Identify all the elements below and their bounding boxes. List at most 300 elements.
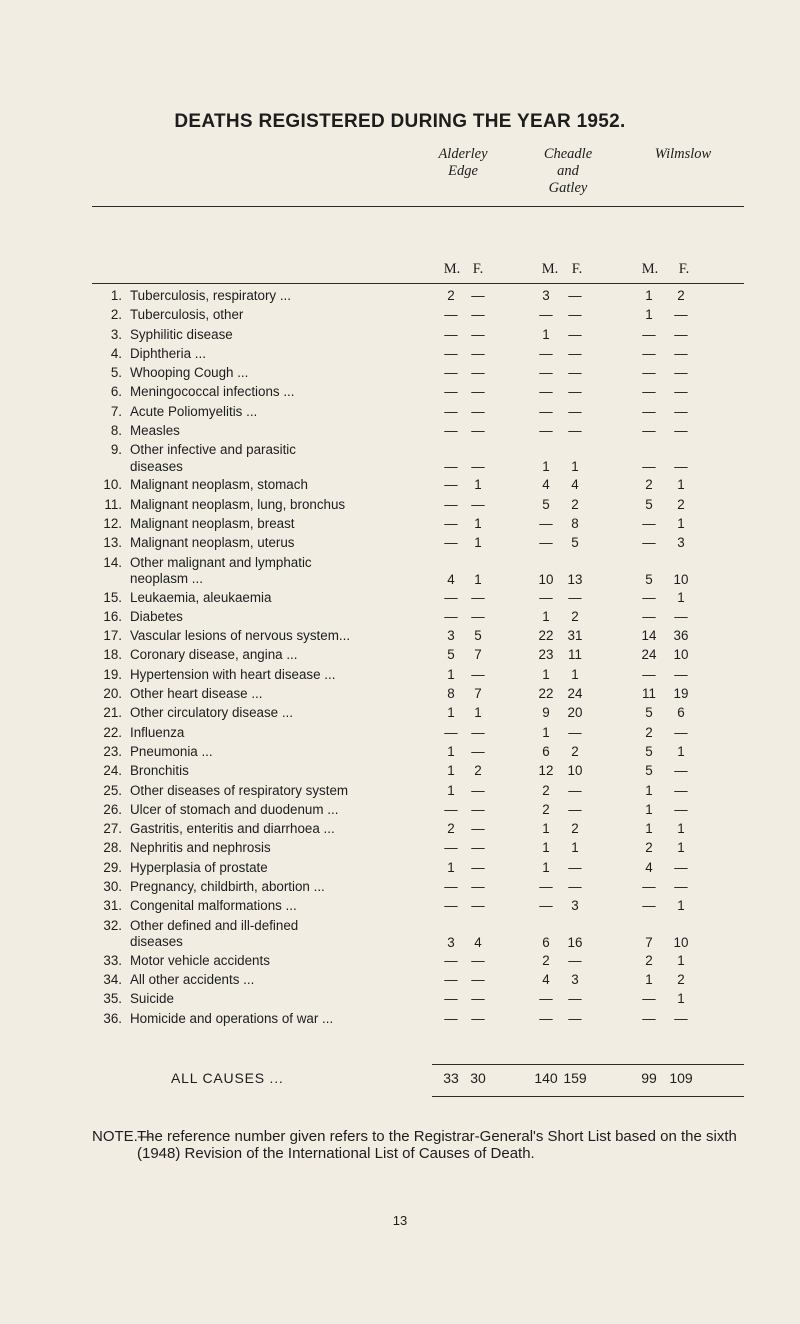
cause-label <box>130 555 416 589</box>
table-row <box>0 477 800 496</box>
table-row <box>0 953 800 972</box>
cell-value: — <box>444 515 458 531</box>
table-row <box>0 898 800 917</box>
cell-value: — <box>568 859 582 875</box>
cell-value: — <box>444 384 458 400</box>
cell-value: — <box>674 423 688 439</box>
cell-value: — <box>471 991 485 1007</box>
cell-value: 4 <box>645 859 653 875</box>
sex-header: F. <box>472 261 484 277</box>
cell-value: 2 <box>447 288 455 303</box>
cause-label <box>130 477 416 494</box>
cell-value: — <box>444 496 458 512</box>
cell-value: — <box>539 365 553 381</box>
row-number: 12. <box>103 515 122 531</box>
cause-label <box>130 307 416 324</box>
cause-label-line: All other accidents ... <box>130 971 255 987</box>
cause-label-line: Other defined and ill-defined <box>130 917 299 933</box>
sex-header: M. <box>641 261 659 277</box>
cell-value: 5 <box>571 535 579 551</box>
cell-value: 22 <box>538 686 554 702</box>
row-number: 35. <box>103 991 122 1007</box>
cell-value: 1 <box>474 571 482 587</box>
cell-value: — <box>539 423 553 439</box>
district-alderley-edge: Alderley Edge <box>438 146 488 179</box>
cell-value: 2 <box>542 782 550 798</box>
cause-label-line: Malignant neoplasm, breast <box>130 515 295 531</box>
table-row <box>0 1011 800 1030</box>
cell-value: 2 <box>571 821 579 837</box>
cause-label-line: Gastritis, enteritis and diarrhoea ... <box>130 821 335 837</box>
cell-value: 1 <box>474 477 482 493</box>
cell-value: — <box>642 326 656 342</box>
cell-value: 1 <box>677 589 685 605</box>
cell-value: 3 <box>447 628 455 644</box>
row-number: 10. <box>103 477 122 493</box>
table-row <box>0 497 800 516</box>
cause-label <box>130 384 416 401</box>
table-row <box>0 821 800 840</box>
row-number: 27. <box>103 821 122 837</box>
cell-value: 8 <box>447 686 455 702</box>
cause-label <box>130 840 416 857</box>
cell-value: 2 <box>645 724 653 740</box>
cell-value: 7 <box>474 686 482 702</box>
header-rule-bottom <box>92 283 744 284</box>
cause-label-line: Tuberculosis, respiratory ... <box>130 288 291 303</box>
cell-value: 2 <box>542 801 550 817</box>
cell-value: — <box>642 1010 656 1026</box>
page-number: 13 <box>392 1213 408 1228</box>
table-row <box>0 744 800 763</box>
cell-value: 36 <box>673 628 689 644</box>
cause-label-line: Motor vehicle accidents <box>130 952 270 968</box>
cell-value: 2 <box>571 743 579 759</box>
cell-value: — <box>674 326 688 342</box>
cell-value: — <box>674 403 688 419</box>
table-row <box>0 346 800 365</box>
cause-label <box>130 365 416 382</box>
cell-value: 10 <box>567 763 583 779</box>
cell-value: 4 <box>542 477 550 493</box>
cell-value: 1 <box>542 326 550 342</box>
cell-value: — <box>471 859 485 875</box>
cell-value: 5 <box>645 705 653 721</box>
cell-value: 5 <box>645 571 653 587</box>
cell-value: 3 <box>542 288 550 303</box>
cause-label-line: Malignant neoplasm, lung, bronchus <box>130 496 346 512</box>
cell-value: — <box>471 496 485 512</box>
table-row <box>0 783 800 802</box>
cell-value: 9 <box>542 705 550 721</box>
cell-value: — <box>444 589 458 605</box>
total-value: 33 <box>443 1070 459 1086</box>
table-row <box>0 725 800 744</box>
cause-label-line: Hypertension with heart disease ... <box>130 666 336 682</box>
cell-value: — <box>444 971 458 987</box>
cell-value: 5 <box>645 763 653 779</box>
cell-value: — <box>444 326 458 342</box>
row-number: 32. <box>103 917 122 933</box>
cause-label-line: Homicide and operations of war ... <box>130 1010 334 1026</box>
cell-value: — <box>674 763 688 779</box>
cell-value: — <box>674 608 688 624</box>
cell-value: — <box>674 345 688 361</box>
cell-value: 1 <box>677 991 685 1007</box>
cause-label-line: Other circulatory disease ... <box>130 705 293 721</box>
cause-label <box>130 423 416 440</box>
cell-value: — <box>471 423 485 439</box>
total-value: 109 <box>669 1070 693 1086</box>
cell-value: 1 <box>571 840 579 856</box>
sex-header: F. <box>678 261 690 277</box>
cell-value: — <box>568 345 582 361</box>
cell-value: 3 <box>447 934 455 950</box>
cell-value: — <box>471 326 485 342</box>
cause-label <box>130 647 416 664</box>
cell-value: 13 <box>567 571 583 587</box>
cell-value: — <box>642 515 656 531</box>
cell-value: 1 <box>571 666 579 682</box>
cause-label <box>130 686 416 703</box>
table-row <box>0 307 800 326</box>
cell-value: — <box>642 423 656 439</box>
cell-value: — <box>471 459 485 475</box>
cell-value: — <box>642 879 656 895</box>
cell-value: — <box>444 952 458 968</box>
cause-label <box>130 763 416 780</box>
district-cheadle-gatley: Cheadle and Gatley <box>543 146 593 196</box>
cell-value: — <box>444 345 458 361</box>
cause-label <box>130 744 416 761</box>
cell-value: — <box>444 840 458 856</box>
cell-value: 1 <box>542 840 550 856</box>
cell-value: 22 <box>538 628 554 644</box>
cell-value: 1 <box>447 743 455 759</box>
row-number: 33. <box>103 952 122 968</box>
cause-label <box>130 783 416 800</box>
row-number: 31. <box>103 898 122 914</box>
cell-value: — <box>568 1010 582 1026</box>
table-row <box>0 840 800 859</box>
cell-value: 1 <box>645 971 653 987</box>
row-number: 23. <box>103 743 122 759</box>
district-wilmslow: Wilmslow <box>654 146 712 162</box>
cell-value: — <box>471 952 485 968</box>
table-row <box>0 288 800 307</box>
cell-value: — <box>642 345 656 361</box>
row-number: 28. <box>103 840 122 856</box>
cause-label-line: Other malignant and lymphatic <box>130 554 312 570</box>
cause-label <box>130 821 416 838</box>
row-number: 29. <box>103 859 122 875</box>
cell-value: — <box>471 1010 485 1026</box>
cause-label <box>130 918 416 952</box>
cause-label <box>130 953 416 970</box>
cell-value: — <box>444 1010 458 1026</box>
total-rule-bottom <box>432 1096 744 1097</box>
cell-value: — <box>471 365 485 381</box>
row-number: 5. <box>110 365 122 381</box>
row-number: 13. <box>103 535 122 551</box>
cell-value: 1 <box>571 459 579 475</box>
cell-value: — <box>539 589 553 605</box>
cell-value: — <box>471 801 485 817</box>
cell-value: 4 <box>447 571 455 587</box>
cause-label <box>130 879 416 896</box>
cause-label-line: Leukaemia, aleukaemia <box>130 589 272 605</box>
cell-value: 19 <box>673 686 689 702</box>
cell-value: — <box>642 384 656 400</box>
header-rule-top <box>92 206 744 207</box>
cause-label-line: Hyperplasia of prostate <box>130 859 268 875</box>
cause-label-line: diseases <box>130 934 183 950</box>
cell-value: 5 <box>474 628 482 644</box>
cell-value: 1 <box>542 859 550 875</box>
cause-label <box>130 860 416 877</box>
cell-value: — <box>674 365 688 381</box>
cell-value: — <box>568 288 582 303</box>
table-row <box>0 879 800 898</box>
row-number: 3. <box>110 326 122 342</box>
cell-value: — <box>471 403 485 419</box>
cause-label <box>130 404 416 421</box>
cell-value: 1 <box>447 859 455 875</box>
cell-value: 1 <box>542 724 550 740</box>
row-number: 18. <box>103 647 122 663</box>
cause-label <box>130 327 416 344</box>
cell-value: — <box>568 326 582 342</box>
cell-value: — <box>674 879 688 895</box>
cell-value: 1 <box>474 535 482 551</box>
table-row <box>0 365 800 384</box>
row-number: 21. <box>103 705 122 721</box>
cell-value: 1 <box>677 952 685 968</box>
cell-value: 1 <box>645 288 653 303</box>
cell-value: — <box>471 608 485 624</box>
cell-value: — <box>674 724 688 740</box>
cause-label-line: Bronchitis <box>130 763 189 779</box>
cell-value: — <box>642 403 656 419</box>
cause-label <box>130 725 416 742</box>
cell-value: 10 <box>673 647 689 663</box>
cell-value: 1 <box>645 307 653 323</box>
cause-rows <box>0 288 800 1030</box>
cell-value: 1 <box>542 821 550 837</box>
cell-value: 3 <box>571 971 579 987</box>
row-number: 4. <box>110 345 122 361</box>
cell-value: — <box>674 307 688 323</box>
cell-value: — <box>568 589 582 605</box>
table-row <box>0 384 800 403</box>
cell-value: — <box>568 782 582 798</box>
cell-value: — <box>444 307 458 323</box>
row-number: 17. <box>103 628 122 644</box>
cell-value: — <box>539 345 553 361</box>
cell-value: 4 <box>474 934 482 950</box>
cell-value: 14 <box>641 628 657 644</box>
total-value: 140 <box>534 1070 558 1086</box>
table-row <box>0 705 800 724</box>
cell-value: — <box>471 743 485 759</box>
cause-label <box>130 1011 416 1028</box>
row-number: 15. <box>103 589 122 605</box>
cell-value: 1 <box>677 515 685 531</box>
cell-value: — <box>444 898 458 914</box>
table-row <box>0 763 800 782</box>
cause-label-line: Measles <box>130 423 180 439</box>
cell-value: — <box>444 459 458 475</box>
cell-value: — <box>471 782 485 798</box>
cell-value: — <box>444 879 458 895</box>
cause-label <box>130 590 416 607</box>
cell-value: — <box>539 535 553 551</box>
total-value: 99 <box>641 1070 657 1086</box>
row-number: 25. <box>103 782 122 798</box>
cause-label-line: Acute Poliomyelitis ... <box>130 403 258 419</box>
row-number: 20. <box>103 686 122 702</box>
cause-label-line: Meningococcal infections ... <box>130 384 295 400</box>
cause-label-line: Malignant neoplasm, uterus <box>130 535 295 551</box>
cause-label-line: Malignant neoplasm, stomach <box>130 477 308 493</box>
cell-value: 1 <box>542 666 550 682</box>
row-number: 1. <box>110 288 122 303</box>
table-row <box>0 404 800 423</box>
cause-label-line: Pneumonia ... <box>130 743 213 759</box>
sex-header: M. <box>541 261 559 277</box>
cause-label-line: Tuberculosis, other <box>130 307 244 323</box>
cause-label-line: Influenza <box>130 724 185 740</box>
cell-value: — <box>642 608 656 624</box>
total-label: ALL CAUSES ... <box>171 1070 284 1086</box>
row-number: 8. <box>110 423 122 439</box>
cell-value: — <box>539 403 553 419</box>
cause-label <box>130 802 416 819</box>
cell-value: 7 <box>645 934 653 950</box>
cell-value: — <box>471 384 485 400</box>
cell-value: — <box>568 423 582 439</box>
cell-value: 5 <box>542 496 550 512</box>
cell-value: 24 <box>641 647 657 663</box>
cause-label-line: Other heart disease ... <box>130 686 263 702</box>
cell-value: 1 <box>447 763 455 779</box>
cell-value: 10 <box>538 571 554 587</box>
cell-value: — <box>674 801 688 817</box>
sex-header: M. <box>443 261 461 277</box>
cell-value: — <box>471 724 485 740</box>
table-row <box>0 802 800 821</box>
cause-label-line: diseases <box>130 459 183 475</box>
table-row <box>0 918 800 953</box>
row-number: 14. <box>103 554 122 570</box>
cell-value: 4 <box>571 477 579 493</box>
cell-value: 1 <box>542 608 550 624</box>
cell-value: 2 <box>571 496 579 512</box>
cause-label <box>130 497 416 514</box>
cell-value: 1 <box>645 801 653 817</box>
row-number: 6. <box>110 384 122 400</box>
sex-header: F. <box>571 261 583 277</box>
cell-value: — <box>444 991 458 1007</box>
total-rule-top <box>432 1064 744 1065</box>
cell-value: 1 <box>645 782 653 798</box>
cell-value: 5 <box>447 647 455 663</box>
table-row <box>0 609 800 628</box>
table-row <box>0 590 800 609</box>
cell-value: 10 <box>673 934 689 950</box>
cause-label-line: Pregnancy, childbirth, abortion ... <box>130 879 325 895</box>
cell-value: 5 <box>645 496 653 512</box>
cell-value: 1 <box>474 515 482 531</box>
cause-label-line: neoplasm ... <box>130 571 203 587</box>
cause-label <box>130 288 416 305</box>
cell-value: — <box>539 384 553 400</box>
cell-value: — <box>674 459 688 475</box>
row-number: 22. <box>103 724 122 740</box>
cause-label-line: Vascular lesions of nervous system... <box>130 628 351 644</box>
total-value: 30 <box>470 1070 486 1086</box>
cause-label <box>130 346 416 363</box>
cell-value: — <box>539 307 553 323</box>
cause-label <box>130 991 416 1008</box>
cell-value: 20 <box>567 705 583 721</box>
cause-label-line: Syphilitic disease <box>130 326 233 342</box>
cell-value: — <box>471 821 485 837</box>
cell-value: 1 <box>677 821 685 837</box>
cell-value: 1 <box>447 782 455 798</box>
cell-value: 2 <box>645 477 653 493</box>
cell-value: — <box>444 608 458 624</box>
cell-value: — <box>444 423 458 439</box>
cause-label-line: Other diseases of respiratory system <box>130 782 349 798</box>
cell-value: — <box>471 666 485 682</box>
cell-value: 1 <box>677 477 685 493</box>
cell-value: 23 <box>538 647 554 663</box>
cell-value: 1 <box>542 459 550 475</box>
cell-value: — <box>674 384 688 400</box>
row-number: 7. <box>110 403 122 419</box>
table-row <box>0 647 800 666</box>
cell-value: — <box>642 991 656 1007</box>
row-number: 36. <box>103 1010 122 1026</box>
cell-value: — <box>642 898 656 914</box>
cause-label <box>130 516 416 533</box>
cell-value: — <box>674 859 688 875</box>
table-row <box>0 423 800 442</box>
table-row <box>0 991 800 1010</box>
cell-value: — <box>471 840 485 856</box>
page-title: DEATHS REGISTERED DURING THE YEAR 1952. <box>174 111 626 132</box>
cell-value: 11 <box>568 647 582 663</box>
cell-value: 3 <box>677 535 685 551</box>
cell-value: 6 <box>542 743 550 759</box>
cell-value: 6 <box>542 934 550 950</box>
cell-value: 2 <box>542 952 550 968</box>
cell-value: 1 <box>677 743 685 759</box>
cell-value: — <box>471 898 485 914</box>
cell-value: — <box>471 879 485 895</box>
row-number: 11. <box>104 496 122 512</box>
cell-value: 2 <box>474 763 482 779</box>
cause-label <box>130 898 416 915</box>
cell-value: 2 <box>677 971 685 987</box>
cell-value: 4 <box>542 971 550 987</box>
cause-label <box>130 609 416 626</box>
cell-value: — <box>568 403 582 419</box>
cell-value: — <box>444 403 458 419</box>
cell-value: 11 <box>642 686 656 702</box>
cause-label <box>130 667 416 684</box>
